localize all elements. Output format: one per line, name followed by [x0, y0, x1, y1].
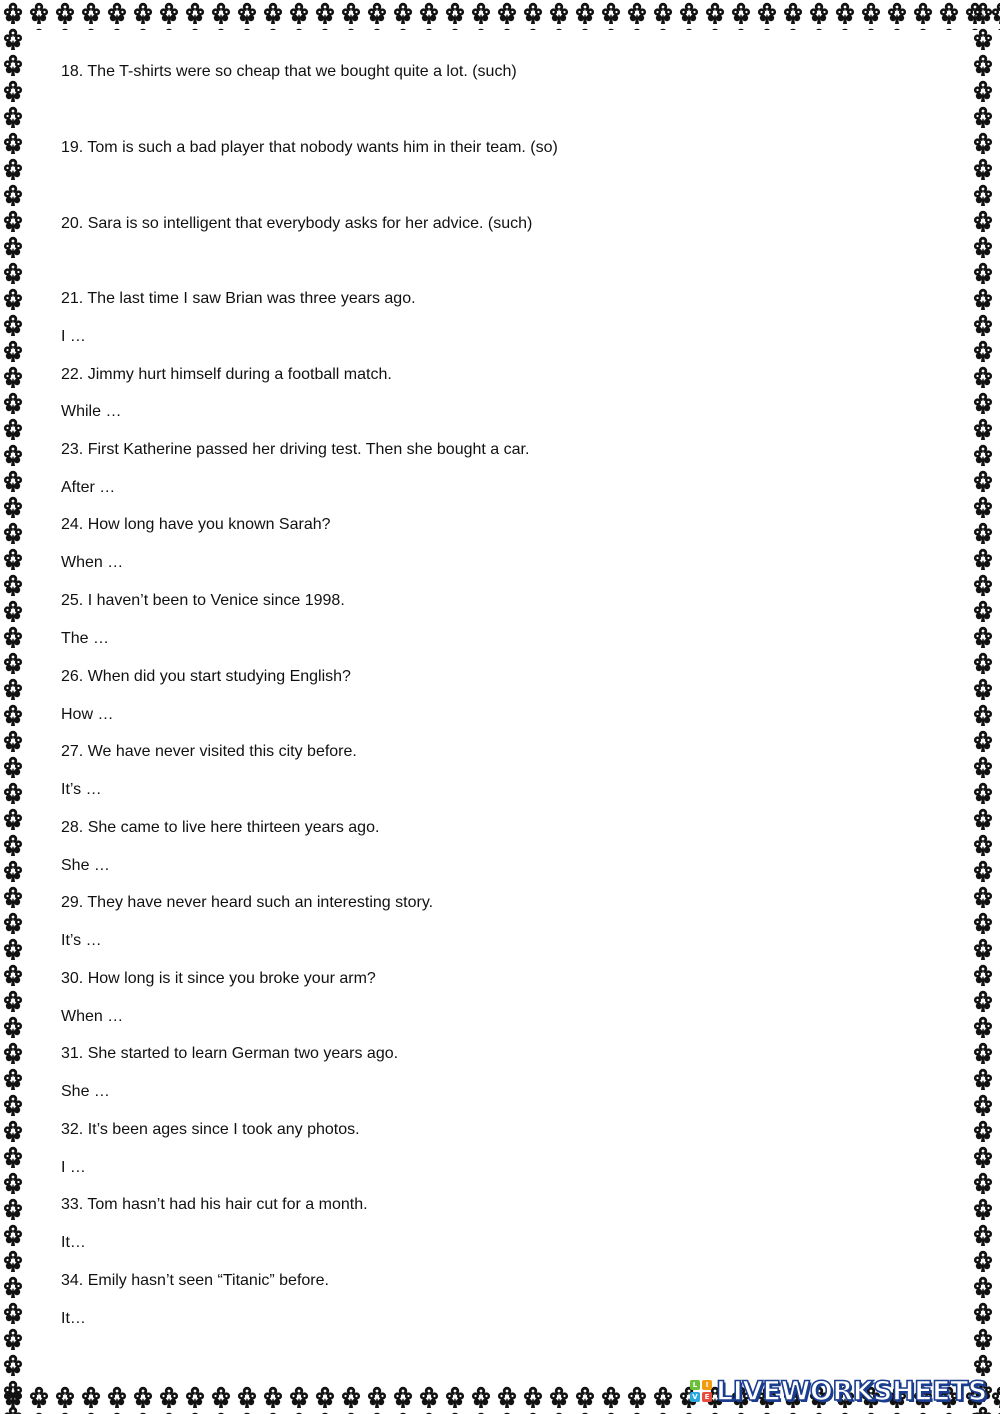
- exercise-30: 30. How long is it since you broke your arm?: [61, 970, 376, 987]
- answer-prompt-27[interactable]: It’s …: [61, 781, 102, 798]
- logo-block-e: E: [702, 1392, 712, 1402]
- logo-block-l: L: [690, 1380, 700, 1390]
- exercise-27: 27. We have never visited this city before.: [61, 743, 357, 760]
- answer-prompt-29[interactable]: It’s …: [61, 932, 102, 949]
- exercise-31: 31. She started to learn German two years ago.: [61, 1045, 399, 1062]
- exercise-18: 18. The T-shirts were so cheap that we bought quite a lot. (such): [61, 63, 517, 80]
- exercise-34: 34. Emily hasn’t seen “Titanic” before.: [61, 1272, 329, 1289]
- logo-block-v: V: [690, 1392, 700, 1402]
- exercise-19: 19. Tom is such a bad player that nobody wants him in their team. (so): [61, 139, 558, 156]
- flower-border-left-icon: [0, 0, 30, 1414]
- logo-blocks-icon: [690, 1380, 712, 1402]
- logo-block-i: I: [702, 1380, 712, 1390]
- answer-prompt-26[interactable]: How …: [61, 706, 114, 723]
- flower-border-top-icon: [0, 0, 1000, 30]
- exercise-22: 22. Jimmy hurt himself during a football match.: [61, 366, 392, 383]
- exercise-20: 20. Sara is so intelligent that everybody asks for her advice. (such): [61, 215, 533, 232]
- answer-prompt-25[interactable]: The …: [61, 630, 110, 647]
- answer-prompt-23[interactable]: After …: [61, 479, 116, 496]
- exercise-23: 23. First Katherine passed her driving test. Then she bought a car.: [61, 441, 530, 458]
- answer-prompt-24[interactable]: When …: [61, 554, 124, 571]
- flower-border-right-icon: [970, 0, 1000, 1414]
- exercise-29: 29. They have never heard such an interesting story.: [61, 894, 434, 911]
- exercise-21: 21. The last time I saw Brian was three years ago.: [61, 290, 416, 307]
- answer-prompt-31[interactable]: She …: [61, 1083, 110, 1100]
- answer-prompt-32[interactable]: I …: [61, 1159, 86, 1176]
- answer-prompt-30[interactable]: When …: [61, 1008, 124, 1025]
- exercise-32: 32. It’s been ages since I took any photos.: [61, 1121, 360, 1138]
- worksheet-page: [30, 30, 970, 1384]
- liveworksheets-logo: [690, 1374, 990, 1408]
- exercise-25: 25. I haven’t been to Venice since 1998.: [61, 592, 345, 609]
- answer-prompt-34[interactable]: It…: [61, 1310, 86, 1327]
- exercise-33: 33. Tom hasn’t had his hair cut for a month.: [61, 1196, 368, 1213]
- answer-prompt-21[interactable]: I …: [61, 328, 86, 345]
- answer-prompt-33[interactable]: It…: [61, 1234, 86, 1251]
- exercise-26: 26. When did you start studying English?: [61, 668, 351, 685]
- exercise-24: 24. How long have you known Sarah?: [61, 516, 331, 533]
- answer-prompt-28[interactable]: She …: [61, 857, 110, 874]
- logo-text: LIVEWORKSHEETS: [716, 1375, 987, 1407]
- exercise-28: 28. She came to live here thirteen years ago.: [61, 819, 380, 836]
- answer-prompt-22[interactable]: While …: [61, 403, 122, 420]
